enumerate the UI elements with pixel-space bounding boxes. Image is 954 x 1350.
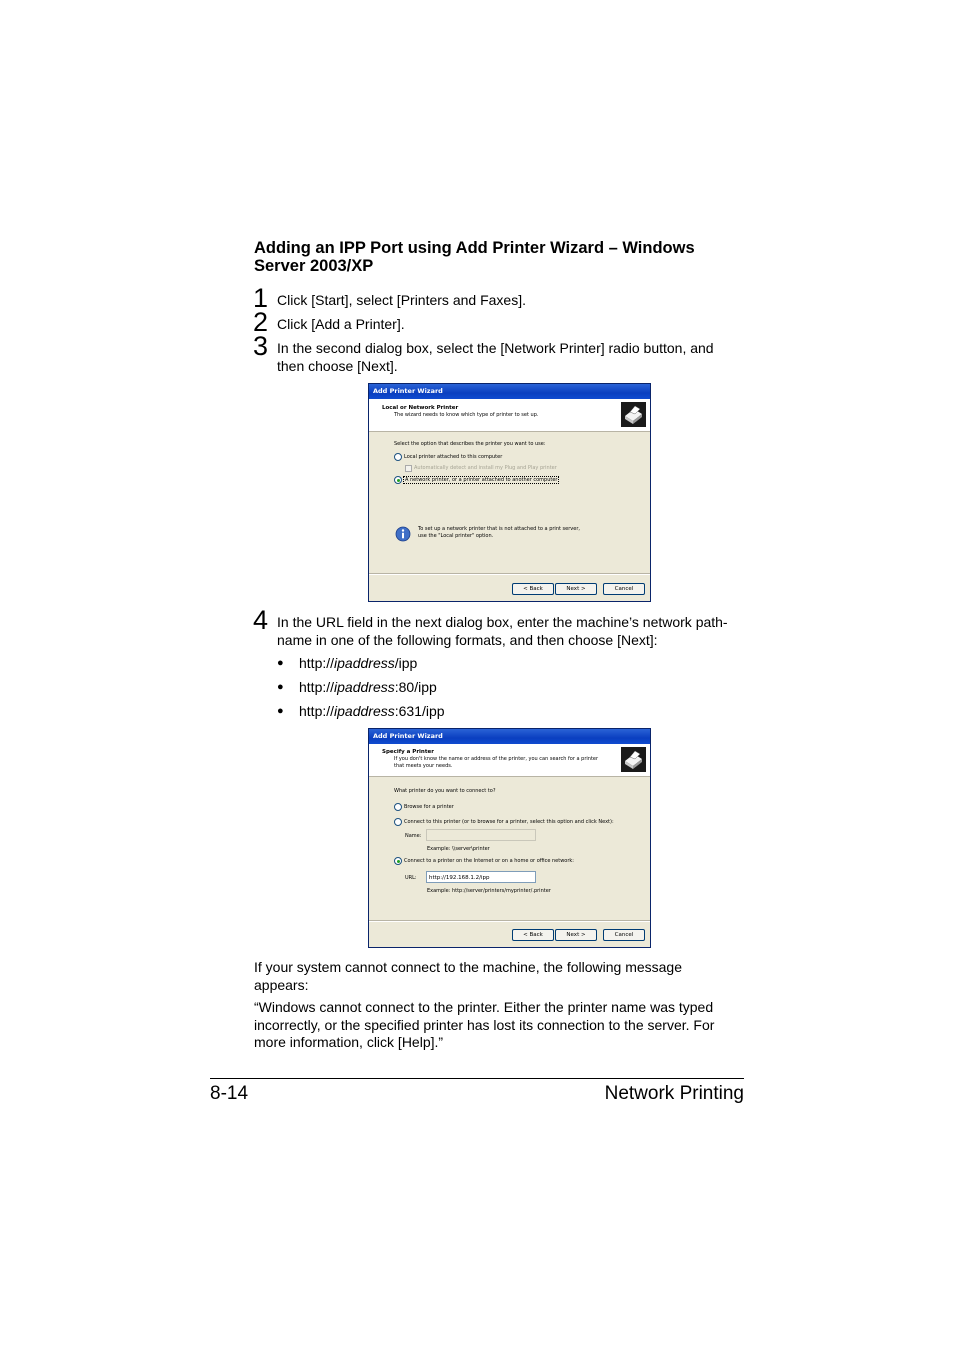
- local-printer-label: Local printer attached to this computer: [404, 454, 503, 460]
- back-button[interactable]: < Back: [512, 583, 554, 595]
- cancel-button[interactable]: Cancel: [603, 583, 645, 595]
- bullet-dot-icon: ●: [277, 705, 284, 717]
- bullet-suffix: /ipp: [394, 655, 418, 671]
- browse-printer-radio[interactable]: [394, 803, 402, 811]
- bullet-prefix: http://: [299, 679, 335, 695]
- bullet-italic: ipaddress: [334, 655, 395, 671]
- bullet-item: [277, 655, 418, 672]
- internet-printer-label: Connect to a printer on the Internet or on a home or office network:: [404, 858, 574, 864]
- name-example: Example: \\server\printer: [427, 846, 490, 852]
- section-heading: [254, 239, 754, 275]
- error-intro-paragraph: [254, 959, 682, 994]
- url-label: URL:: [405, 875, 417, 881]
- step-text-4: [277, 614, 728, 649]
- cancel-button[interactable]: Cancel: [603, 929, 645, 941]
- auto-detect-checkbox[interactable]: [405, 465, 412, 472]
- next-button[interactable]: Next >: [555, 583, 597, 595]
- name-label: Name:: [405, 833, 422, 839]
- connect-printer-label: Connect to this printer (or to browse for a printer, select this option and click Next):: [404, 819, 614, 825]
- next-button[interactable]: Next >: [555, 929, 597, 941]
- step-text-1: Click [Start], select [Printers and Faxes].: [277, 292, 526, 308]
- paragraph-line: more information, click [Help].”: [254, 1034, 444, 1050]
- local-printer-radio[interactable]: [394, 453, 402, 461]
- add-printer-wizard-dialog-2: [368, 728, 651, 948]
- bullet-prefix: http://: [299, 703, 335, 719]
- info-line-1: To set up a network printer that is not attached to a print server,: [418, 526, 580, 532]
- dialog-2-head-title: Specify a Printer: [382, 749, 434, 755]
- add-printer-wizard-dialog-1: [368, 383, 651, 602]
- bullet-prefix: http://: [299, 655, 335, 671]
- dialog-2-head-subtitle-1: If you don't know the name or address of the printer, you can search for a printer: [394, 756, 599, 762]
- back-button[interactable]: < Back: [512, 929, 554, 941]
- bullet-dot-icon: ●: [277, 657, 284, 669]
- bullet-italic: ipaddress: [334, 679, 395, 695]
- url-example: Example: http://server/printers/myprinter/.printer: [427, 888, 551, 894]
- bullet-italic: ipaddress: [334, 703, 395, 719]
- bullet-suffix: :631/ipp: [394, 703, 445, 719]
- paragraph-line: appears:: [254, 976, 309, 993]
- dialog-1-header: [369, 399, 650, 432]
- dialog-1-prompt: Select the option that describes the printer you want to use:: [394, 441, 546, 447]
- info-icon: [395, 526, 411, 542]
- paragraph-line: If your system cannot connect to the machine, the following message: [254, 959, 683, 975]
- heading-line-1: Adding an IPP Port using Add Printer Wizard – Windows: [254, 239, 695, 257]
- url-input[interactable]: http://192.168.1.2/ipp: [426, 871, 536, 883]
- internet-printer-radio[interactable]: [394, 857, 402, 865]
- page-number: 8-14: [210, 1083, 249, 1104]
- step-number-4: 4: [253, 605, 269, 635]
- dialog-1-titlebar[interactable]: Add Printer Wizard: [369, 384, 650, 399]
- name-input[interactable]: [426, 829, 536, 841]
- dialog-1-head-title: Local or Network Printer: [382, 405, 459, 411]
- dialog-1-separator: [369, 573, 650, 575]
- step-4-line-2: name in one of the following formats, and then choose [Next]:: [277, 631, 658, 648]
- dialog-2-head-subtitle-2: that meets your needs.: [394, 763, 453, 769]
- dialog-2-titlebar[interactable]: Add Printer Wizard: [369, 729, 650, 744]
- paragraph-line: incorrectly, or the specified printer has lost its connection to the server. For: [254, 1016, 715, 1033]
- step-4-line-1: In the URL field in the next dialog box, enter the machine’s network path-: [277, 614, 728, 630]
- network-printer-radio[interactable]: [394, 476, 402, 484]
- step-text-3: [277, 340, 714, 375]
- connect-printer-radio[interactable]: [394, 818, 402, 826]
- browse-printer-label: Browse for a printer: [404, 804, 454, 810]
- bullet-suffix: :80/ipp: [394, 679, 437, 695]
- bullet-dot-icon: ●: [277, 681, 284, 693]
- printer-icon: [621, 402, 646, 427]
- heading-line-2: Server 2003/XP: [254, 257, 374, 275]
- step-3-line-2: then choose [Next].: [277, 357, 398, 374]
- bullet-item: [277, 703, 445, 720]
- dialog-2-header: [369, 744, 650, 777]
- bullet-item: [277, 679, 437, 696]
- info-line-2: use the "Local printer" option.: [418, 533, 494, 539]
- step-3-line-1: In the second dialog box, select the [Network Printer] radio button, and: [277, 340, 714, 356]
- error-message-paragraph: [254, 999, 714, 1052]
- step-number-1: 1: [253, 283, 269, 313]
- auto-detect-label: Automatically detect and install my Plug and Play printer: [414, 465, 557, 471]
- step-number-2: 2: [253, 307, 269, 337]
- network-printer-label: A network printer, or a printer attached to another computer: [405, 477, 558, 483]
- printer-icon: [621, 747, 646, 772]
- footer-rule: [210, 1078, 744, 1079]
- step-text-2: Click [Add a Printer].: [277, 316, 405, 332]
- dialog-2-separator: [369, 920, 650, 922]
- dialog-2-prompt: What printer do you want to connect to?: [394, 788, 496, 794]
- paragraph-line: “Windows cannot connect to the printer. Either the printer name was typed: [254, 999, 714, 1015]
- step-number-3: 3: [253, 331, 269, 361]
- section-title: Network Printing: [604, 1083, 744, 1104]
- dialog-1-head-subtitle: The wizard needs to know which type of printer to set up.: [394, 412, 539, 418]
